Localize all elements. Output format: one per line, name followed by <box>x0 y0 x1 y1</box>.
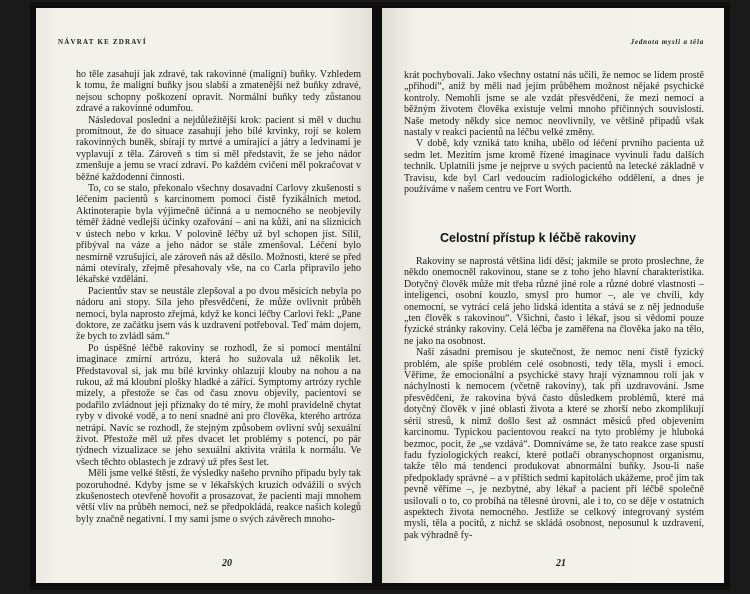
right-body-text-top <box>404 70 704 195</box>
paragraph: Naší zásadní premisou je skutečnost, že nemoc není čistě fyzický problém, ale spíše problém celé osobnosti, tedy těla, mysli i emocí. Věříme, že emocionální a psychické stavy hrají významnou roli jak v náchylnosti k nemocem (včetně rakoviny), tak při uzdravování. Jsme přesvědčeni, že rakovina bývá často důsledkem problémů, které má dotyčný člověk v jiné oblasti života a které se zhorší nebo zkomplikují sérií stresů, k nimž došlo šest až osmnáct měsíců před objevením karcinomu. Typickou pacientovou reakcí na tyto problémy je hluboká bezmoc, pocit, že „se vzdává“. Domníváme se, že tato reakce zase spustí řadu fyziologických reakcí, které potlačí obranyschopnost organismu, takže tělo má tendenci produkovat abnormální buňky. Jsou-li naše předpoklady správné – a v příštích sedmi kapitolách ukážeme, proč jim tak pevně věříme –, je nezbytné, aby lékař a pacient při léčbě společně usilovali o to, co probíhá na tělesné úrovni, ale i to, co se děje v ostatních aspektech života nemocného. Jestliže se celkový integrovaný systém mysli, těla a pocitů, z nichž se skládá osobnost, neposunul k uzdravení, pak výhradně fy- <box>404 347 704 541</box>
page-number-left: 20 <box>222 558 232 569</box>
left-body-text <box>76 69 361 525</box>
running-head-left: NÁVRAT KE ZDRAVÍ <box>58 38 147 46</box>
section-heading: Celostní přístup k léčbě rakoviny <box>440 231 636 245</box>
left-page <box>36 8 372 583</box>
paragraph: Měli jsme velké štěstí, že výsledky našeho prvního případu byly tak pozoruhodné. Kdyby jsme se v lékařských kruzích odvážili o svých zkušenostech otevřeně hovořit a prosazovat, že pacienti mají mnohem větší vliv na průběh nemoci, než se předpokládá, reakce našich kolegů byly značně negativní. I my sami jsme o svých závěrech mnoho- <box>76 468 361 525</box>
paragraph: To, co se stalo, překonalo všechny dosavadní Carlovy zkušenosti s léčením pacientů s karcinomem pomocí čistě fyzikálních metod. Aktinoterapie byla výjimečně účinná a u nemocného se neobjevily téměř žádné vedlejší účinky ozařování – ani na kůži, ani na sliznicích v ústech nebo v krku. V polovině léčby už byl schopen jíst. Sílil, přibýval na váze a jeho nádor se stále zmenšoval. Léčení bylo nesmírně vzrušující, ale zároveň nás až děsilo. Možnosti, které se před námi otevíraly, zřejmě přesahovaly vše, na co Carla připravilo jeho lékařské vzdělání. <box>76 183 361 286</box>
running-head-right: Jednota mysli a těla <box>630 38 704 46</box>
paragraph: Pacientův stav se neustále zlepšoval a po dvou měsících nebyla po nádoru ani stopy. Síla jeho přesvědčení, že může ovlivnit průběh nemoci, byla naprosto zřejmá, když ke konci léčby Carlovi řekl: „Pane doktore, ze začátku jsem vás k uzdravení potřeboval. Teď mám dojem, že bych to zvládl sám.“ <box>76 285 361 343</box>
right-page <box>382 8 724 583</box>
paragraph: V době, kdy vzniká tato kniha, ubělo od léčení prvního pacienta už sedm let. Mezitím jsme kromě řízené imaginace vyvinuli řadu dalších technik. Uplatnili jsme je nejprve u svých pacientů na letecké základně v Travisu, kde byl Carl vedoucím radiologického oddělení, a dnes je používáme v našem centru ve Fort Worth. <box>404 138 704 196</box>
paragraph: Rakoviny se naprostá většina lidí děsí; jakmile se proto proslechne, že někdo onemocněl rakovinou, stane se z toho jeho hlavní charakteristika. Dotyčný člověk může mít třeba různé jiné role a různé dobré vlastnosti – inteligenci, osobní kouzlo, smysl pro humor –, ale ve chvíli, kdy onemocní, se vytrácí celá jeho lidská identita a stává se z něj jednoduše „ten člověk s rakovinou“. Všichni, často i lékař, jsou si vědomi pouze fyzické stránky rakoviny. Celá léčba je zaměřena na člověka jako na tělo, ne jako na osobnost. <box>404 256 704 347</box>
right-body-text-bottom <box>404 256 704 541</box>
paragraph: ho těle zasahují jak zdravé, tak rakovinné (maligní) buňky. Vzhledem k tomu, že maligní buňky jsou slabší a zmatenější než buňky zdravé, nejsou schopny poškození opravit. Normální buňky tedy zůstanou zdravé a rakovinné odumřou. <box>76 69 361 115</box>
paragraph: Po úspěšné léčbě rakoviny se rozhodl, že si pomocí mentální imaginace zmírní artrózu, která ho sužovala už několik let. Představoval si, jak mu bílé krvinky ohlazují klouby na nohou a na rukou, až má kloubní plošky hladké a zářící. Symptomy artrózy rychle mizely, a přestože se čas od času znovu objevily, pacientovi se podařilo zvládnout její příznaky do té míry, že mohl pravidelně chytat ryby v divoké vodě, a to není snadné ani pro člověka, kterého artróza netrápí. Navíc se rozhodl, že stejným způsobem ovlivní svůj sexuální život. Přestože měl už přes dvacet let problémy s potencí, po pár týdnech vizualizace se jeho sexuální aktivita vrátila k normálu. Ve všech těchto oblastech je zdravý už přes šest let. <box>76 342 361 468</box>
page-number-right: 21 <box>556 558 566 569</box>
open-book <box>30 2 730 590</box>
paragraph: Následoval poslední a nejdůležitější krok: pacient si měl v duchu promítnout, že do situace zasahují jeho bílé krvinky, rojí se kolem rakovinných buněk, sbírají ty mrtvé a umírající a játry a ledvinami je vyplavují z těla. Zároveň s tím si měl představit, že se jeho nádor zmenšuje a jemu se vrací zdraví. Po každém cvičení měl pokračovat v běžné každodenní činnosti. <box>76 114 361 183</box>
paragraph: krát pochybovali. Jako všechny ostatní nás učili, že nemoc se lidem prostě „přihodí“, aniž by měli nad jejím průběhem možnost nějaké psychické kontroly. Nemohli jsme se ale vzdát přesvědčení, že mezi nemocí a běžným životem člověka existuje velmi mnoho příčinných souvislostí. Naše metody někdy sice nemoc neovlivnily, ve většině případů však nastaly v reakci pacientů na léčbu velké změny. <box>404 70 704 139</box>
